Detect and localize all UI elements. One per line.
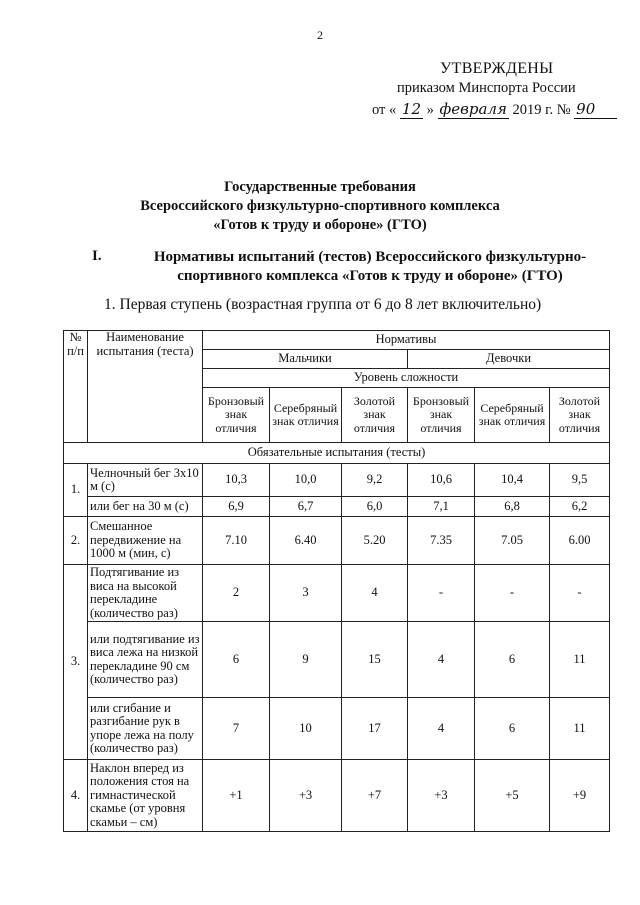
value-cell: 15	[342, 622, 408, 698]
header-difficulty: Уровень сложности	[203, 369, 610, 388]
value-cell: 11	[550, 622, 610, 698]
table-row	[64, 497, 610, 517]
value-cell: +1	[203, 760, 270, 832]
value-cell: -	[475, 565, 550, 622]
value-cell: 10,0	[270, 464, 342, 497]
level-gold-girls: Золотой знак отличия	[550, 388, 610, 443]
title-line-3: «Готов к труду и обороне» (ГТО)	[213, 217, 427, 233]
value-cell: 4	[342, 565, 408, 622]
value-cell: 10,3	[203, 464, 270, 497]
value-cell: 6.00	[550, 517, 610, 565]
value-cell: 7.05	[475, 517, 550, 565]
test-name: Наклон вперед из положения стоя на гимнастической скамье (от уровня скамьи – см)	[88, 760, 203, 832]
test-name: или сгибание и разгибание рук в упоре лежа на полу (количество раз)	[88, 698, 203, 760]
row-number: 1.	[64, 464, 88, 517]
approval-heading: УТВЕРЖДЕНЫ	[440, 60, 554, 77]
row-number: 2.	[64, 517, 88, 565]
level-gold-boys: Золотой знак отличия	[342, 388, 408, 443]
value-cell: 7,1	[408, 497, 475, 517]
value-cell: -	[408, 565, 475, 622]
value-cell: 10,6	[408, 464, 475, 497]
section-number: I.	[92, 248, 102, 264]
value-cell: 3	[270, 565, 342, 622]
value-cell: 9	[270, 622, 342, 698]
test-name: Смешанное передвижение на 1000 м (мин, с)	[88, 517, 203, 565]
header-test-name: Наименование испытания (теста)	[88, 331, 203, 443]
row-number: 3.	[64, 565, 88, 760]
value-cell: 6,8	[475, 497, 550, 517]
date-month: февраля	[439, 100, 507, 118]
norms-table	[63, 330, 610, 832]
date-year: 2019 г. №	[512, 102, 571, 118]
header-norms: Нормативы	[203, 331, 610, 350]
value-cell: -	[550, 565, 610, 622]
value-cell: 6.40	[270, 517, 342, 565]
value-cell: 6,2	[550, 497, 610, 517]
approval-order: приказом Минспорта России	[397, 80, 576, 96]
value-cell: 6	[203, 622, 270, 698]
value-cell: 11	[550, 698, 610, 760]
value-cell: 10,4	[475, 464, 550, 497]
stage-title: 1. Первая ступень (возрастная группа от 6 до 8 лет включительно)	[104, 296, 542, 313]
table-row	[64, 698, 610, 760]
value-cell: +3	[408, 760, 475, 832]
value-cell: +9	[550, 760, 610, 832]
page-number: 2	[317, 28, 323, 42]
value-cell: 4	[408, 698, 475, 760]
date-mid: »	[426, 102, 434, 118]
title-line-1: Государственные требования	[224, 179, 416, 195]
value-cell: 6,7	[270, 497, 342, 517]
value-cell: 6,9	[203, 497, 270, 517]
section-title	[140, 248, 600, 286]
value-cell: 6	[475, 698, 550, 760]
value-cell: 6,0	[342, 497, 408, 517]
value-cell: +5	[475, 760, 550, 832]
value-cell: 17	[342, 698, 408, 760]
date-day: 12	[401, 100, 421, 118]
section-title-line-1: Нормативы испытаний (тестов) Всероссийского физкультурно-	[153, 249, 587, 265]
order-number: 90	[574, 100, 617, 119]
table-row	[64, 464, 610, 497]
document-title	[0, 178, 640, 235]
date-prefix: от «	[372, 102, 397, 118]
value-cell: 9,5	[550, 464, 610, 497]
table-row	[64, 565, 610, 622]
value-cell: 7	[203, 698, 270, 760]
header-boys: Мальчики	[203, 350, 408, 369]
header-girls: Девочки	[408, 350, 610, 369]
level-silver-girls: Серебряный знак отличия	[475, 388, 550, 443]
value-cell: 6	[475, 622, 550, 698]
value-cell: +7	[342, 760, 408, 832]
table-row	[64, 622, 610, 698]
mandatory-tests-header: Обязательные испытания (тесты)	[64, 443, 610, 464]
level-silver-boys: Серебряный знак отличия	[270, 388, 342, 443]
test-name: Челночный бег 3х10 м (с)	[88, 464, 203, 497]
level-bronze-girls: Бронзовый знак отличия	[408, 388, 475, 443]
section-title-line-2: спортивного комплекса «Готов к труду и обороне» (ГТО)	[177, 268, 563, 284]
table-row	[64, 517, 610, 565]
row-number: 4.	[64, 760, 88, 832]
table-row	[64, 760, 610, 832]
value-cell: +3	[270, 760, 342, 832]
value-cell: 5.20	[342, 517, 408, 565]
test-name: или подтягивание из виса лежа на низкой перекладине 90 см (количество раз)	[88, 622, 203, 698]
approval-date-line	[372, 100, 617, 119]
value-cell: 7.35	[408, 517, 475, 565]
title-line-2: Всероссийского физкультурно-спортивного комплекса	[140, 198, 500, 214]
level-bronze-boys: Бронзовый знак отличия	[203, 388, 270, 443]
header-num: № п/п	[64, 331, 88, 443]
value-cell: 4	[408, 622, 475, 698]
value-cell: 9,2	[342, 464, 408, 497]
value-cell: 10	[270, 698, 342, 760]
test-name: Подтягивание из виса на высокой перекладине (количество раз)	[88, 565, 203, 622]
value-cell: 7.10	[203, 517, 270, 565]
value-cell: 2	[203, 565, 270, 622]
test-name: или бег на 30 м (с)	[88, 497, 203, 517]
